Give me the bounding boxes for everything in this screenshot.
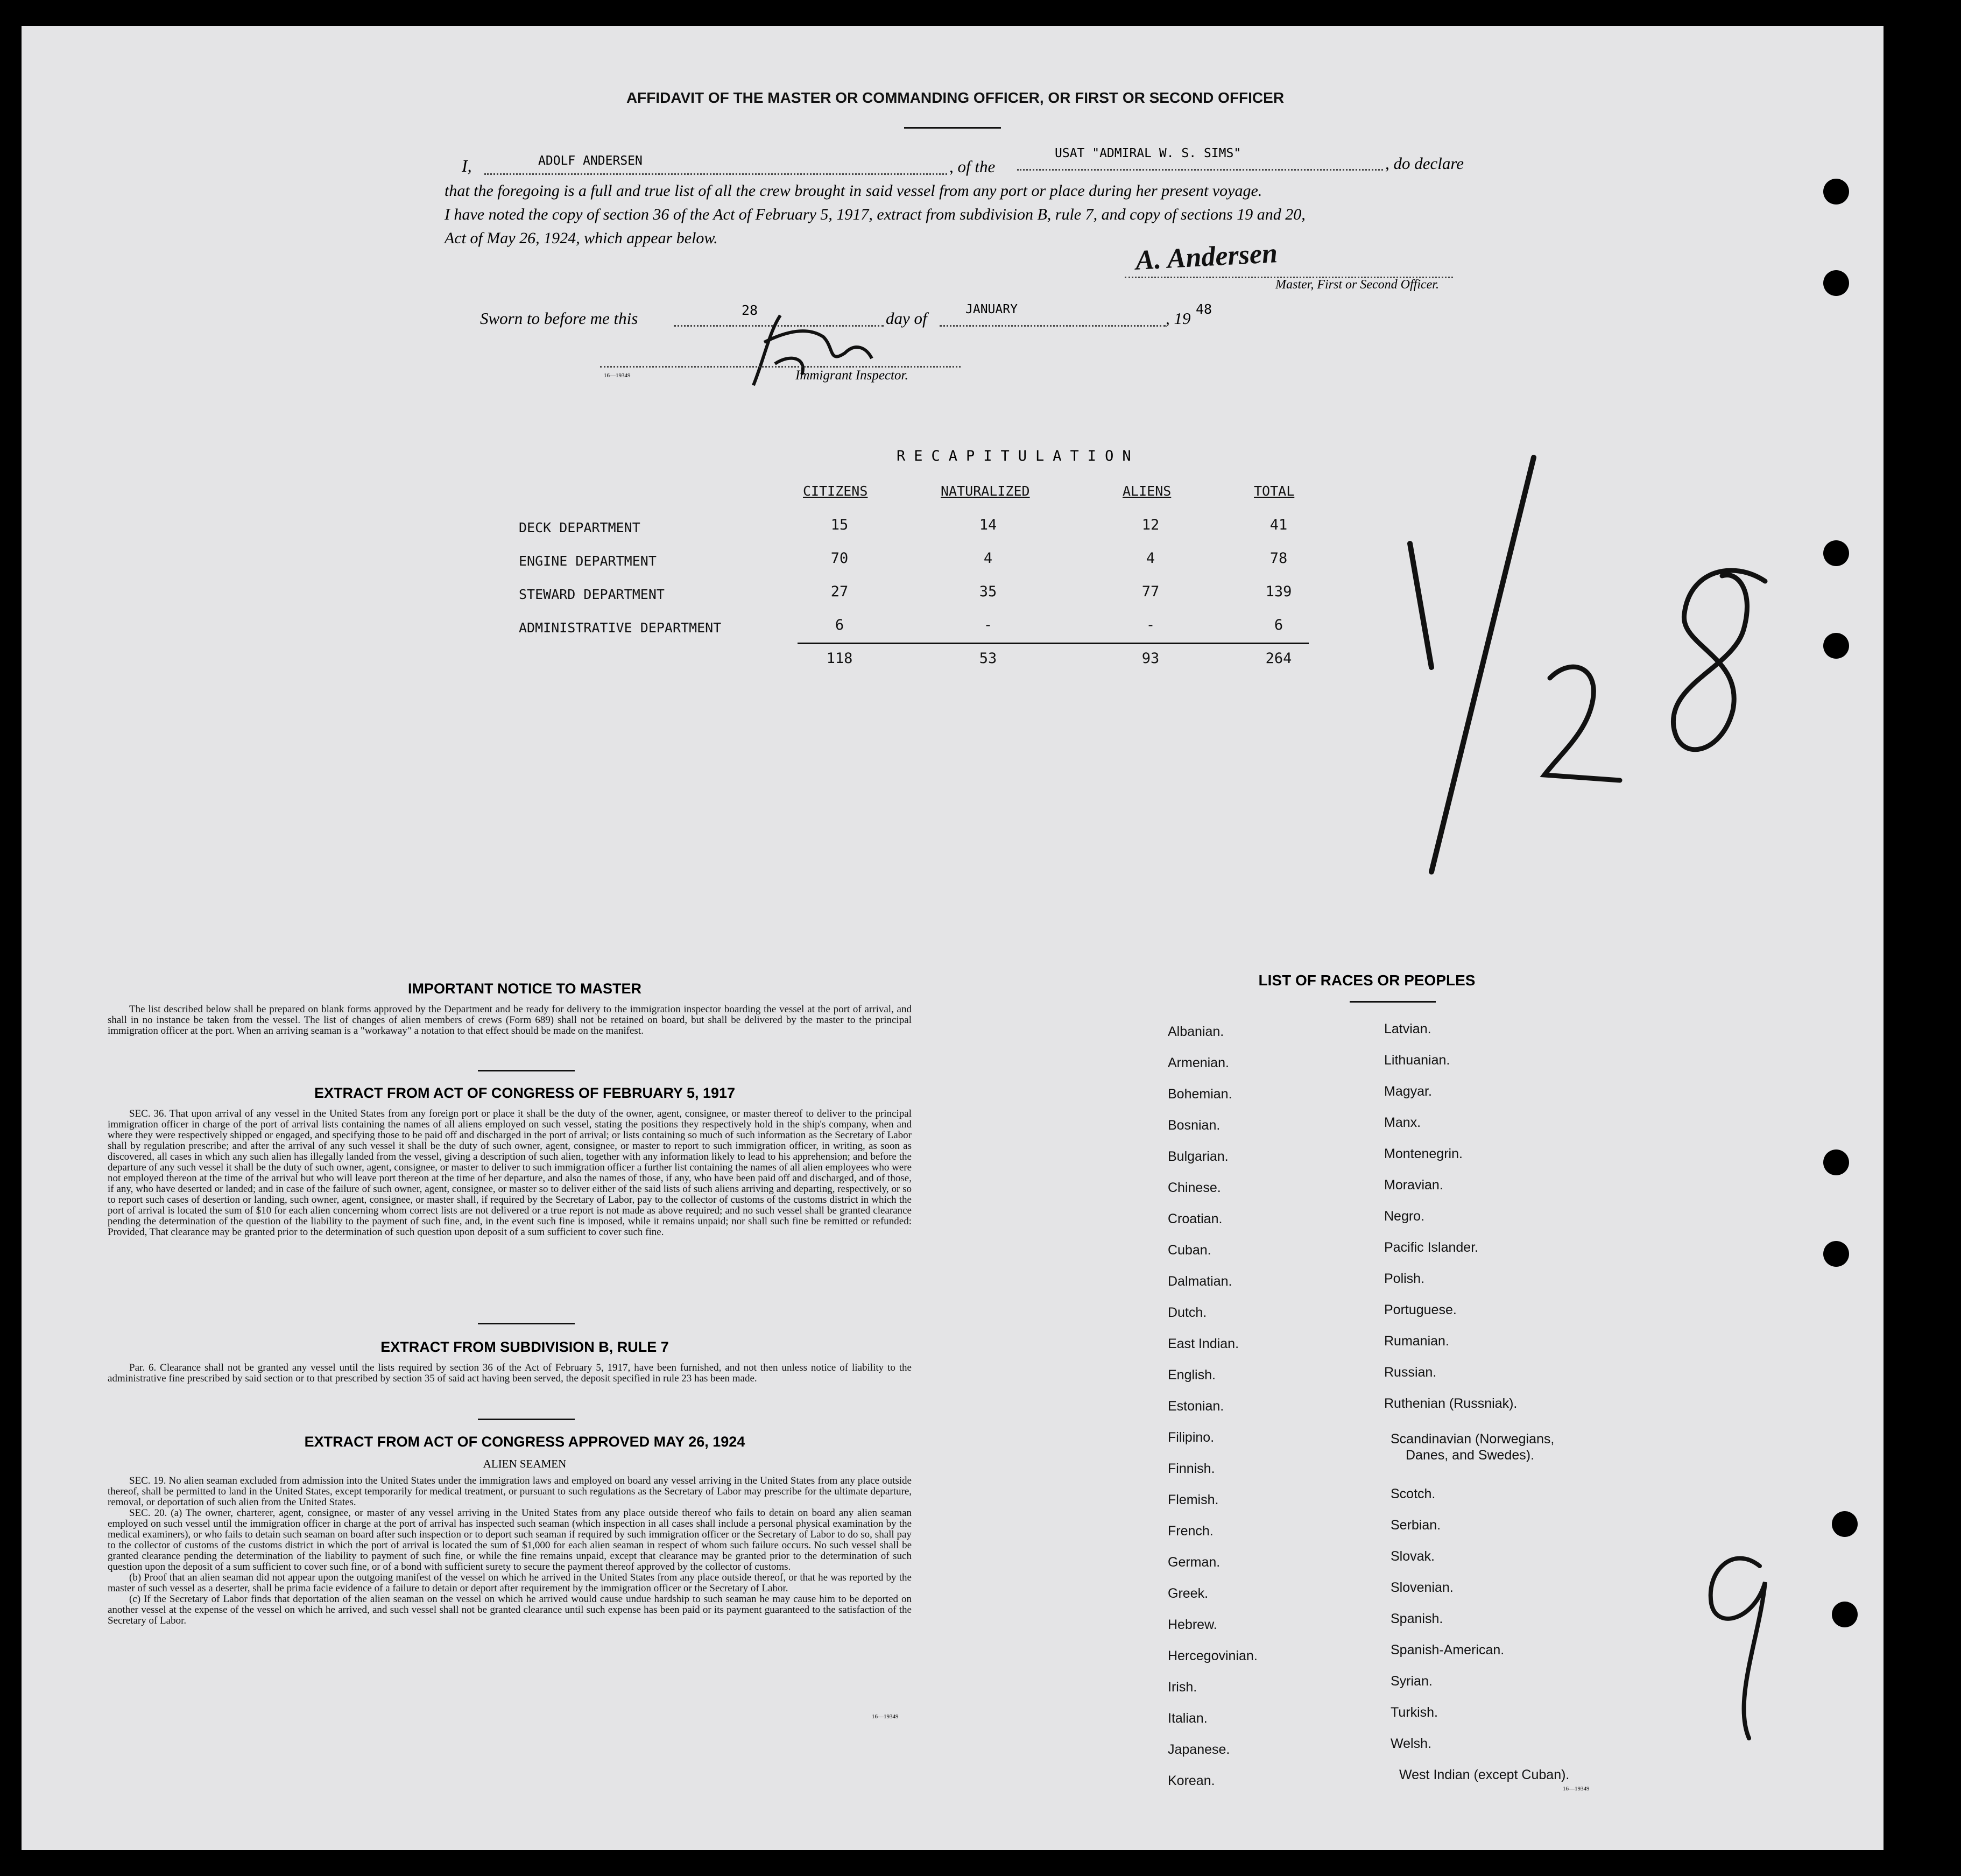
recap-cell: - [983, 617, 993, 633]
recap-cell: 4 [983, 550, 993, 567]
recap-total: 264 [1265, 650, 1292, 667]
recap-header-aliens: ALIENS [1123, 483, 1172, 499]
race-item: Italian. [1168, 1711, 1208, 1726]
extract-form-number: 16—19349 [872, 1713, 899, 1720]
handwritten-date-mark [1367, 452, 1787, 893]
recap-total-rule [798, 643, 1309, 644]
race-item: Moravian. [1384, 1177, 1443, 1193]
sworn-day: 28 [742, 302, 758, 318]
race-item: Lithuanian. [1384, 1053, 1450, 1068]
race-item: French. [1168, 1524, 1214, 1539]
race-item: Ruthenian (Russniak). [1384, 1396, 1518, 1411]
divider [478, 1323, 575, 1324]
recap-cell: 6 [835, 617, 844, 633]
race-item: Magyar. [1384, 1084, 1432, 1099]
race-item: Bosnian. [1168, 1118, 1221, 1133]
recap-row-label: ADMINISTRATIVE DEPARTMENT [519, 620, 722, 636]
punch-hole [1823, 179, 1849, 204]
recap-cell: 6 [1274, 617, 1283, 633]
sec20b-text: (b) Proof that an alien seaman did not appear upon the outgoing manifest of the vessel on which he arrived in the United States from any place outside thereof, or that he was reported by the master of such vessel as a deserter, shall be prima facie evidence of a failure to detain or deport after requirement by the immigration officer or the Secretary of Labor. [108, 1572, 912, 1594]
race-item: Dutch. [1168, 1305, 1207, 1320]
recap-header-citizens: CITIZENS [803, 483, 868, 499]
recap-cell: 15 [830, 517, 849, 533]
divider [904, 127, 1001, 129]
sworn-month-line [940, 325, 1166, 327]
day-of-label: day of [886, 309, 927, 328]
extract-1917-title: EXTRACT FROM ACT OF CONGRESS OF FEBRUARY 5, 1917 [314, 1085, 736, 1101]
master-signature: A. Andersen [1134, 238, 1279, 276]
race-item: Portuguese. [1384, 1302, 1457, 1317]
extract-rule7-text: Par. 6. Clearance shall not be granted any vessel until the lists required by section 36 of the Act of February 5, 1917, have been furnished, and not then unless notice of liability to the administrative fine prescribed by said section or to that prescribed by section 35 of said act having been served, the deposit specified in rule 23 has been made. [108, 1362, 912, 1384]
race-item: Dalmatian. [1168, 1274, 1232, 1289]
notice-text: The list described below shall be prepared on blank forms approved by the Department and be ready for delivery to the immigration inspector boarding the vessel at the port of arrival, and shall in no instance be taken from the vessel. The list of changes of alien members of crews (Form 689) shall not be retained on board, but shall be delivered by the master to the principal immigration officer at the port. When an arriving seaman is a "workaway" a notation to that effect should be made on the manifest. [108, 1004, 912, 1036]
inspector-caption: Immigrant Inspector. [795, 368, 908, 383]
races-form-number: 16—19349 [1563, 1786, 1590, 1792]
master-name-line [484, 173, 947, 175]
sec19-text: SEC. 19. No alien seaman excluded from admission into the United States under the immigration laws and employed on board any vessel arriving in the United States from any place outside thereof, shall be permitted to land in the United States, except temporarily for medical treatment, or pursuant to such regulations as the Secretary of Labor may prescribe for the ultimate departure, removal, or deportation of such alien from the United States. [108, 1475, 912, 1508]
recap-cell: 27 [830, 583, 849, 600]
extract-rule7-body [108, 1363, 912, 1384]
race-item: East Indian. [1168, 1336, 1239, 1351]
race-item: Filipino. [1168, 1430, 1215, 1445]
recap-cell: 35 [979, 583, 997, 600]
punch-hole [1823, 540, 1849, 566]
race-item: West Indian (except Cuban). [1399, 1767, 1570, 1782]
extract-1924-title: EXTRACT FROM ACT OF CONGRESS APPROVED MAY 26, 1924 [304, 1434, 745, 1450]
races-title: LIST OF RACES OR PEOPLES [1258, 972, 1476, 989]
sworn-month: JANUARY [965, 302, 1018, 316]
divider [478, 1419, 575, 1420]
affidavit-title: AFFIDAVIT OF THE MASTER OR COMMANDING OFFICER, OR FIRST OR SECOND OFFICER [626, 89, 1285, 106]
race-item: Estonian. [1168, 1399, 1224, 1414]
race-item: Slovak. [1391, 1549, 1435, 1564]
punch-hole [1823, 633, 1849, 659]
vessel-name: USAT "ADMIRAL W. S. SIMS" [1055, 146, 1242, 160]
recap-cell: 77 [1141, 583, 1160, 600]
inspector-line [600, 366, 961, 368]
punch-hole [1832, 1602, 1858, 1627]
sec20c-text: (c) If the Secretary of Labor finds that deportation of the alien seaman on the vessel on which he arrived would cause undue hardship to such seaman he may cause him to be deported on another vessel at the expense of the vessel on which he arrived, and such vessel shall not be granted clearance until such expense has been paid or its payment guaranteed to the satisfaction of the Secretary of Labor. [108, 1593, 912, 1626]
race-item: Manx. [1384, 1115, 1421, 1130]
recap-header-naturalized: NATURALIZED [941, 483, 1030, 499]
race-item: Bulgarian. [1168, 1149, 1229, 1164]
race-item: German. [1168, 1555, 1221, 1570]
race-item: Rumanian. [1384, 1334, 1449, 1349]
recap-total: 53 [979, 650, 997, 667]
race-item: Negro. [1384, 1209, 1425, 1224]
extract-1924-body [108, 1476, 912, 1626]
recap-row-label: ENGINE DEPARTMENT [519, 553, 657, 569]
recap-row-label: STEWARD DEPARTMENT [519, 587, 665, 602]
race-item: Finnish. [1168, 1461, 1215, 1476]
race-item: Armenian. [1168, 1055, 1229, 1070]
race-item: Syrian. [1391, 1674, 1433, 1689]
inspector-form-number: 16—19349 [604, 372, 631, 379]
race-item: Flemish. [1168, 1492, 1219, 1507]
race-item: Slovenian. [1391, 1580, 1454, 1595]
race-item: Korean. [1168, 1773, 1215, 1788]
affidavit-line-1: that the foregoing is a full and true list of all the crew brought in said vessel from any port or place during her present voyage. [445, 182, 1262, 200]
master-name: ADOLF ANDERSEN [538, 154, 643, 168]
race-item: Latvian. [1384, 1021, 1431, 1036]
recap-cell: 41 [1269, 517, 1288, 533]
sec20a-text: SEC. 20. (a) The owner, charterer, agent, consignee, or master of any vessel arriving in the United States from any place outside thereof who fails to detain on board any alien seaman employed on such vessel until the immigration officer in charge at the port of arrival has inspected such seaman (which inspection in all cases shall include a personal physical examination by the medical examiners), or who fails to detain such seaman on board after such inspection or to deport such seaman if required by such immigration officer or the Secretary of Labor to do so, shall pay to the collector of customs of the customs district in which the port of arrival is located the sum of $1,000 for each alien seaman in respect of whom such failure occurs. No such vessel shall be granted clearance pending the determination of the liability to payment of such fine, or while the fine remains unpaid, except that clearance may be granted prior to the determination of such question upon the deposit of a sum sufficient to cover such fine, or of a bond with sufficient surety to secure the payment thereof approved by the collector of customs. [108, 1507, 912, 1572]
race-item: Montenegrin. [1384, 1146, 1463, 1161]
race-item: Serbian. [1391, 1518, 1441, 1533]
notice-title: IMPORTANT NOTICE TO MASTER [408, 981, 641, 997]
race-item: Hebrew. [1168, 1617, 1217, 1632]
race-item: Irish. [1168, 1680, 1197, 1695]
race-item: Danes, and Swedes). [1406, 1448, 1535, 1463]
punch-hole [1832, 1511, 1858, 1537]
affidavit-line-3: Act of May 26, 1924, which appear below. [445, 229, 718, 247]
recap-cell: 70 [830, 550, 849, 567]
race-item: Hercegovinian. [1168, 1648, 1258, 1663]
sworn-label: Sworn to before me this [480, 309, 638, 328]
race-item: Japanese. [1168, 1742, 1230, 1757]
race-item: Pacific Islander. [1384, 1240, 1479, 1255]
sworn-year: 48 [1196, 301, 1212, 317]
race-item: Chinese. [1168, 1180, 1221, 1195]
race-item: Spanish. [1391, 1611, 1443, 1626]
race-item: Turkish. [1391, 1705, 1438, 1720]
recap-title: RECAPITULATION [897, 448, 1140, 464]
divider [478, 1070, 575, 1071]
recap-cell: 78 [1269, 550, 1288, 567]
inspector-signature [743, 310, 883, 396]
punch-hole [1823, 1241, 1849, 1267]
recap-cell: 139 [1265, 583, 1292, 600]
recap-header-total: TOTAL [1254, 483, 1295, 499]
year-prefix: , 19 [1166, 309, 1191, 328]
race-item: Greek. [1168, 1586, 1209, 1601]
recap-total: 118 [826, 650, 853, 667]
recap-cell: 12 [1141, 517, 1160, 533]
extract-rule7-title: EXTRACT FROM SUBDIVISION B, RULE 7 [380, 1339, 669, 1355]
punch-hole [1823, 1149, 1849, 1175]
recap-cell: 4 [1146, 550, 1155, 567]
notice-body [108, 1004, 912, 1036]
handwritten-page-mark [1701, 1539, 1787, 1744]
affidavit-i-label: I, [462, 156, 472, 175]
declare-label: , do declare [1385, 154, 1464, 173]
race-item: Spanish-American. [1391, 1642, 1505, 1658]
race-item: Russian. [1384, 1365, 1437, 1380]
affidavit-line-2: I have noted the copy of section 36 of the Act of February 5, 1917, extract from subdivision B, rule 7, and copy of sections 19 and 20, [445, 206, 1306, 223]
signature-caption: Master, First or Second Officer. [1275, 278, 1439, 292]
recap-cell: 14 [979, 517, 997, 533]
race-item: Scandinavian (Norwegians, [1391, 1431, 1555, 1447]
race-item: Polish. [1384, 1271, 1425, 1286]
divider [1350, 1001, 1436, 1003]
race-item: Bohemian. [1168, 1087, 1232, 1102]
recap-row-label: DECK DEPARTMENT [519, 520, 640, 535]
punch-hole [1823, 270, 1849, 296]
recap-cell: - [1146, 617, 1155, 633]
race-item: Welsh. [1391, 1736, 1431, 1751]
extract-1917-body [108, 1109, 912, 1238]
race-item: English. [1168, 1367, 1216, 1383]
race-item: Croatian. [1168, 1211, 1223, 1226]
recap-total: 93 [1141, 650, 1160, 667]
race-item: Cuban. [1168, 1243, 1211, 1258]
race-item: Albanian. [1168, 1024, 1224, 1039]
race-item: Scotch. [1391, 1486, 1436, 1501]
of-the-label: , of the [949, 157, 996, 176]
vessel-name-line [1017, 169, 1383, 171]
extract-1917-text: SEC. 36. That upon arrival of any vessel in the United States from any foreign port or place it shall be the duty of the owner, agent, consignee, or master thereof to deliver to the principal immigration officer in charge of the port of arrival lists containing the names of all aliens employed on such vessel, stating the positions they respectively hold in the ship's company, when and where they were respectively shipped or engaged, and specifying those to be paid off and discharged in the port of arrival; or lists containing so much of such information as the Secretary of Labor shall by regulation prescribe; and after the arrival of any such vessel it shall be the duty of such owner, agent, consignee, or master to report to such immigration officer, in writing, as soon as discovered, all cases in which any such alien has illegally landed from the vessel, giving a description of such alien, together with any information likely to lead to his apprehension; and before the departure of any such vessel it shall be the duty of such owner, agent, consignee, or master to deliver to such immigration officer a further list containing the names of all alien employees who were not employed thereon at the time of the arrival but who will leave port thereon at the time of her departure, and also the names of those, if any, who have been paid off and discharged, and of those, if any, who have deserted or landed; and in case of the failure of such owner, agent, consignee, or master so to deliver either of the said lists of such aliens arriving and departing, respectively, or so to report such cases of desertion or landing, such owner, agent, consignee, or master shall, if required by the Secretary of Labor, pay to the collector of customs of the customs district in which the port of arrival is located the sum of $10 for each alien concerning whom correct lists are not delivered or a true report is not made as above required; and no such vessel shall be granted clearance pending the determination of the question of the liability to the payment of such fine, and, in the event such fine is imposed, while it remains unpaid; nor shall such fine be remitted or refunded: Provided, That clearance may be granted prior to the determination of such question upon deposit of a sum sufficient to cover such fine. [108, 1108, 912, 1238]
extract-1924-subtitle: ALIEN SEAMEN [483, 1457, 567, 1470]
